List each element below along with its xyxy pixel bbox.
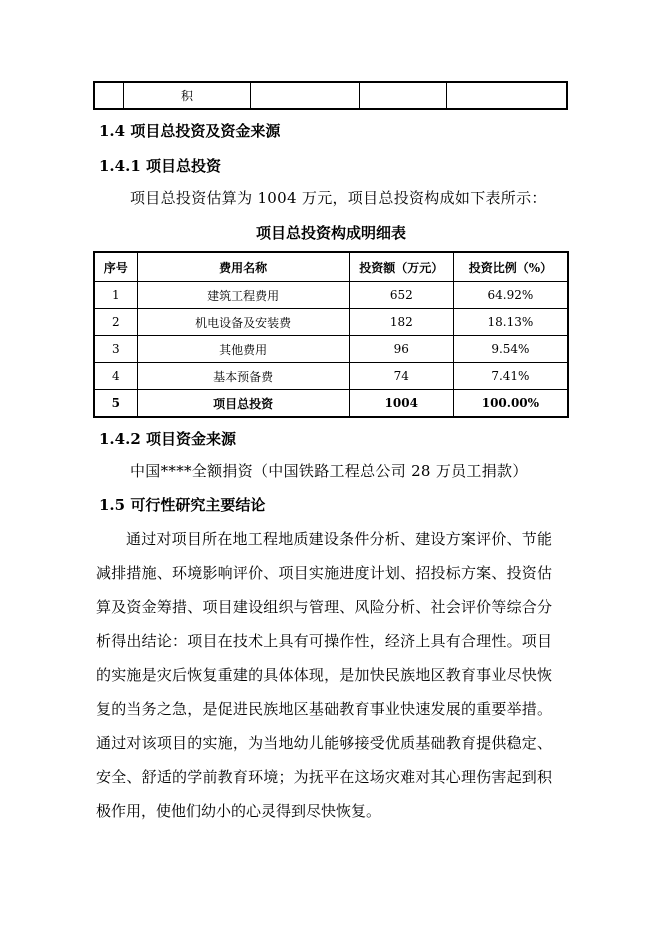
table-cell: 项目总投资 xyxy=(137,390,349,418)
table-cell: 18.13% xyxy=(453,309,568,336)
table-row xyxy=(94,309,568,336)
section-heading-1-4: 1.4 项目总投资及资金来源 xyxy=(99,122,281,140)
investment-table xyxy=(93,251,569,418)
section-heading-1-4-2: 1.4.2 项目资金来源 xyxy=(99,430,236,448)
table-cell xyxy=(251,82,360,109)
table-cell: 652 xyxy=(349,282,453,309)
table-cell: 其他费用 xyxy=(137,336,349,363)
conclusion-paragraph: 通过对项目所在地工程地质建设条件分析、建设方案评价、节能减排措施、环境影响评价、项目实施进度计划、招投标方案、投资估算及资金筹措、项目建设组织与管理、风险分析、社会评价等综合分析得出结论：项目在技术上具有可操作性，经济上具有合理性。项目的实施是灾后恢复重建的具体体现，是加快民族地区教育事业尽快恢复的当务之急，是促进民族地区基础教育事业快速发展的重要举措。通过对该项目的实施，为当地幼儿能够接受优质基础教育提供稳定、安全、舒适的学前教育环境；为抚平在这场灾难对其心理伤害起到积极作用，使他们幼小的心灵得到尽快恢复。 xyxy=(96,530,552,820)
table-caption: 项目总投资构成明细表 xyxy=(255,224,406,242)
table-cell: 机电设备及安装费 xyxy=(137,309,349,336)
table-cell: 5 xyxy=(94,390,137,418)
section-heading-1-5: 1.5 可行性研究主要结论 xyxy=(99,496,266,514)
table-cell xyxy=(94,82,124,109)
table-cell: 7.41% xyxy=(453,363,568,390)
table-cell: 182 xyxy=(349,309,453,336)
table-cell: 100.00% xyxy=(453,390,568,418)
table-row xyxy=(94,282,568,309)
section-heading-1-4-1: 1.4.1 项目总投资 xyxy=(99,157,221,175)
column-header: 费用名称 xyxy=(137,252,349,282)
table-cell: 3 xyxy=(94,336,137,363)
table-row xyxy=(94,336,568,363)
funding-source-text: 中国****全额捐资（中国铁路工程总公司 28 万员工捐款） xyxy=(130,462,528,480)
previous-table-fragment xyxy=(93,81,568,110)
table-cell: 积 xyxy=(124,82,251,109)
table-cell xyxy=(360,82,447,109)
table-cell: 9.54% xyxy=(453,336,568,363)
table-row xyxy=(94,363,568,390)
table-cell: 1 xyxy=(94,282,137,309)
table-cell: 1004 xyxy=(349,390,453,418)
table-row xyxy=(94,82,567,109)
table-header-row xyxy=(94,252,568,282)
table-cell: 74 xyxy=(349,363,453,390)
column-header: 投资比例（%） xyxy=(453,252,568,282)
investment-summary-text: 项目总投资估算为 1004 万元，项目总投资构成如下表所示： xyxy=(130,189,547,207)
table-cell: 基本预备费 xyxy=(137,363,349,390)
table-cell: 4 xyxy=(94,363,137,390)
column-header: 序号 xyxy=(94,252,137,282)
table-total-row xyxy=(94,390,568,418)
table-cell xyxy=(447,82,568,109)
table-cell: 建筑工程费用 xyxy=(137,282,349,309)
table-cell: 64.92% xyxy=(453,282,568,309)
column-header: 投资额（万元） xyxy=(349,252,453,282)
table-cell: 96 xyxy=(349,336,453,363)
table-cell: 2 xyxy=(94,309,137,336)
